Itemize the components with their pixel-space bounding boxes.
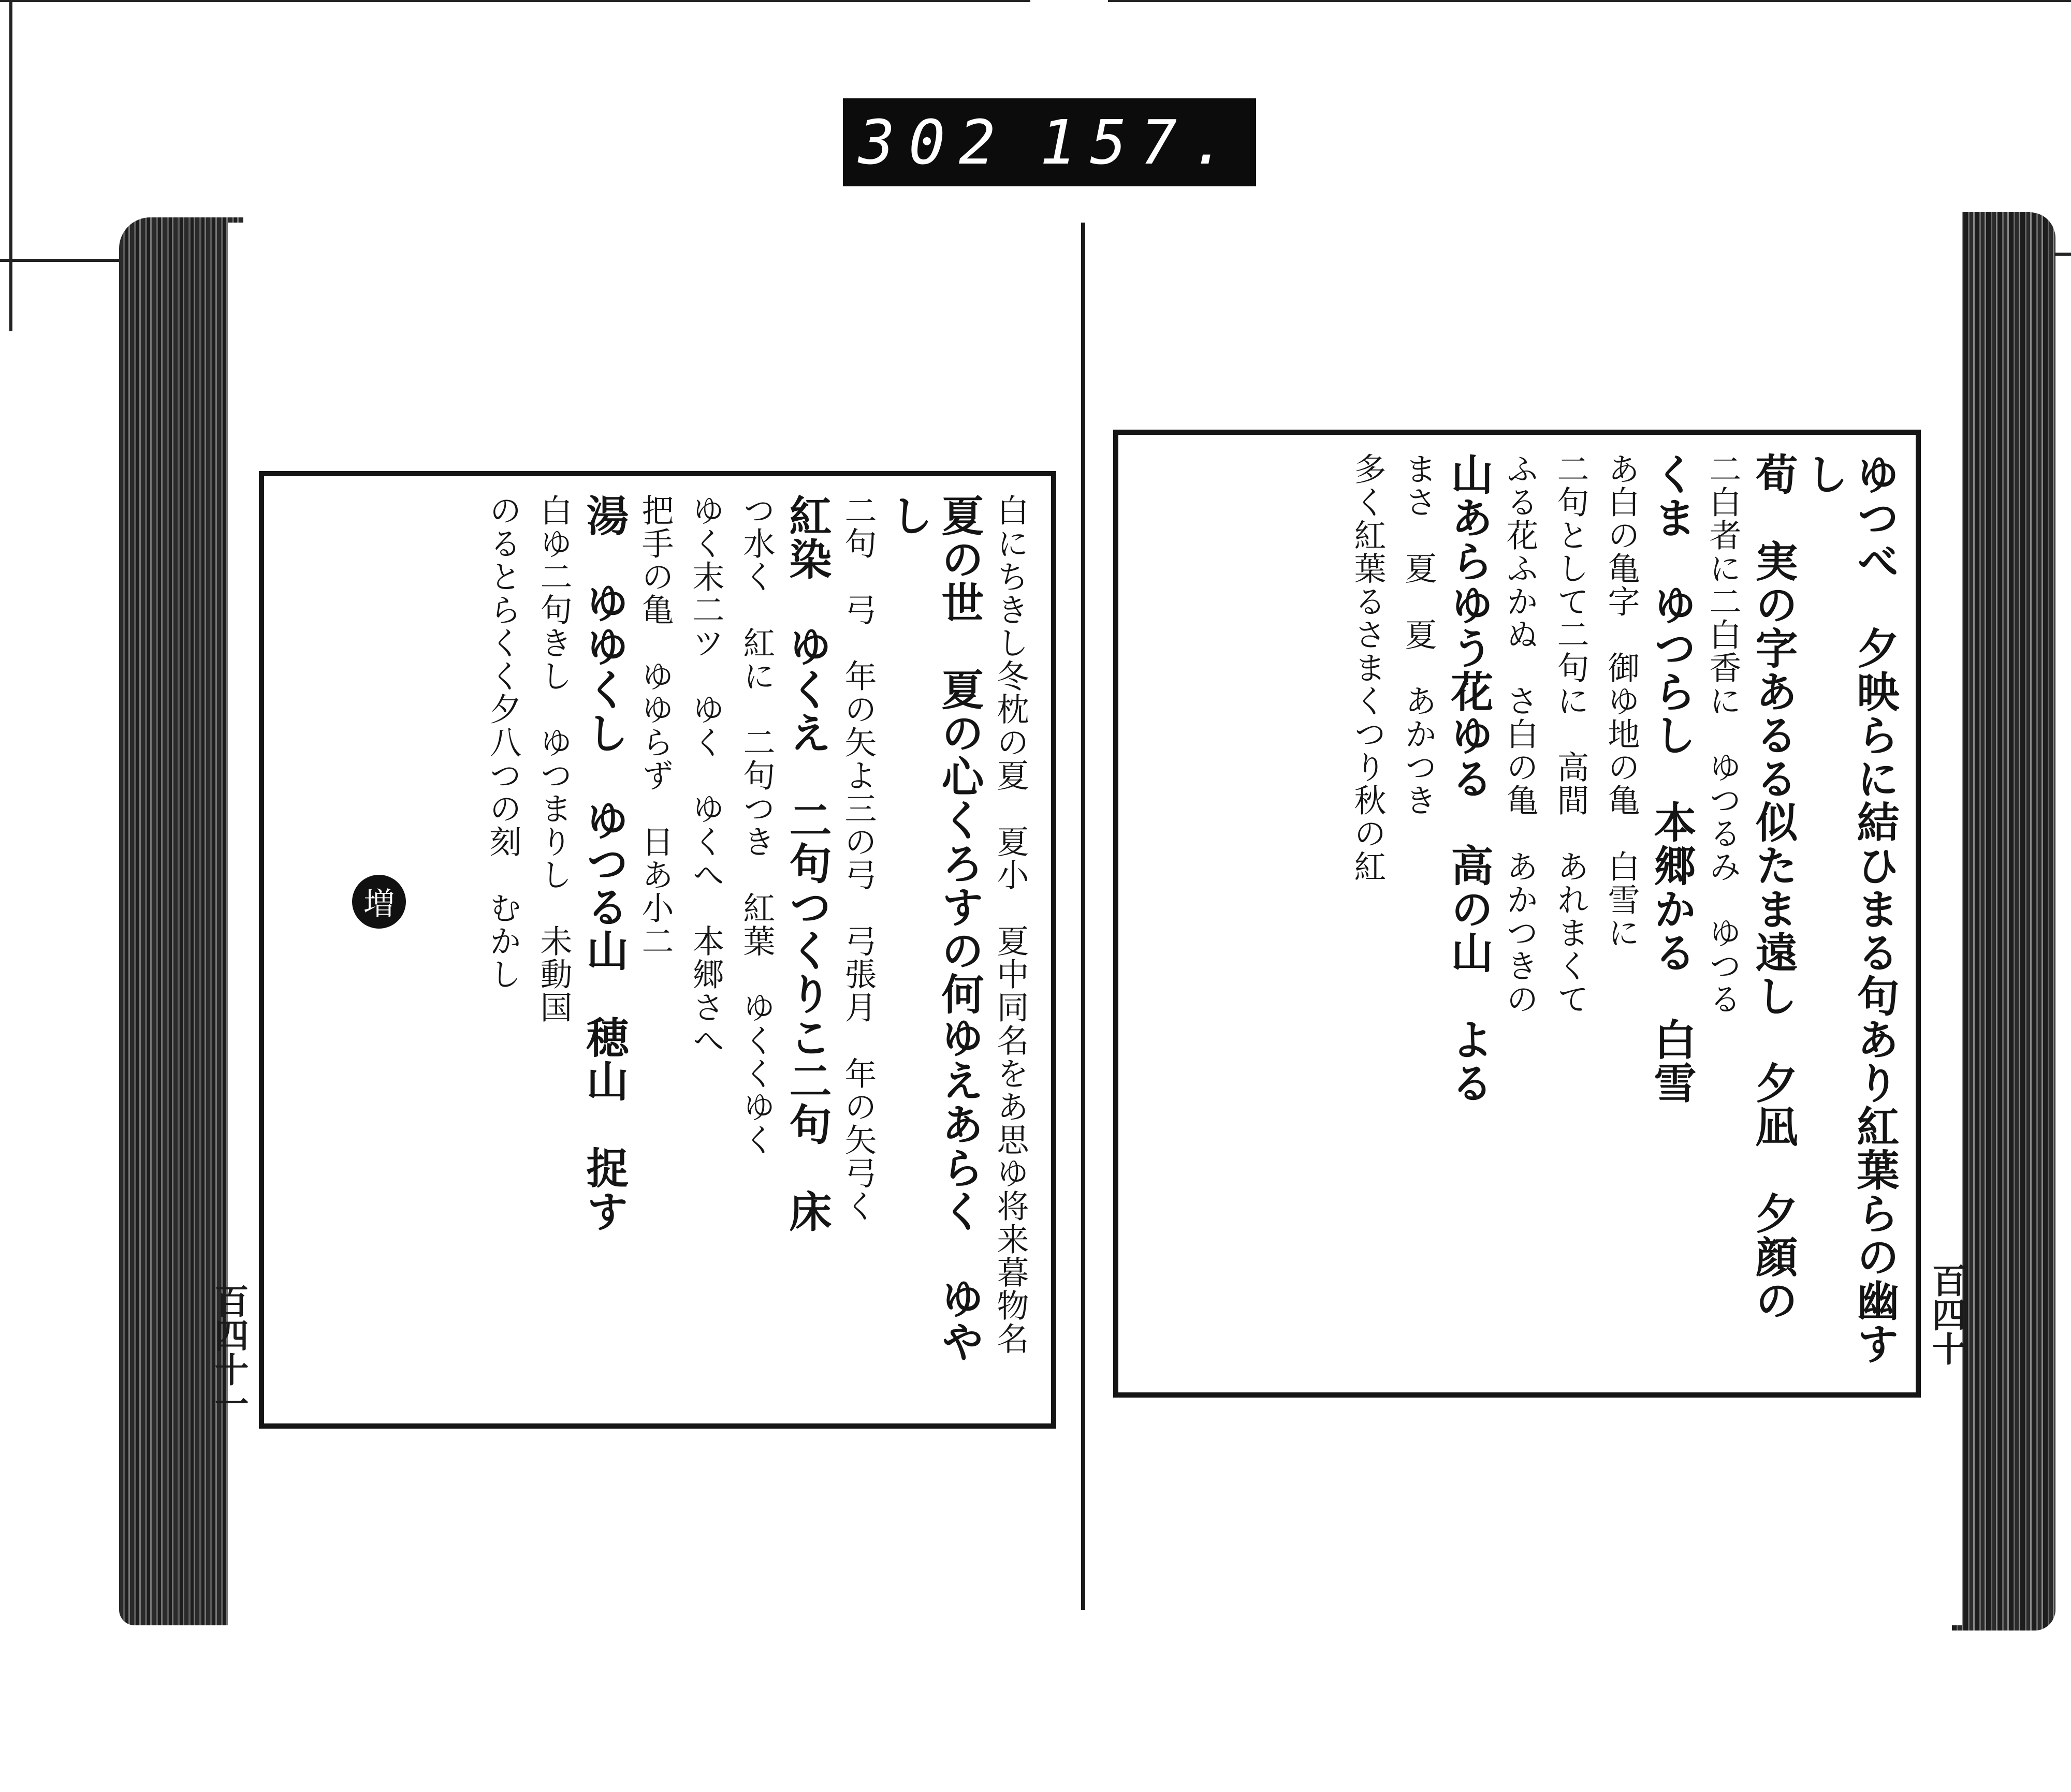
seal-mark: 増 xyxy=(352,875,406,929)
right-column-8: 山あらゆう花ゆる 高の山 よる xyxy=(1444,452,1494,1105)
left-margin-rule xyxy=(9,0,12,331)
left-column-6: ゆく末二ツ ゆく ゆくへ 本郷さへ xyxy=(687,494,725,1057)
left-column-10: のるとらくく夕八つの刻 むかし xyxy=(484,494,522,991)
left-column-8: 湯 ゆゆくし ゆつる山 穂山 捉す xyxy=(579,494,629,1233)
left-column-4: 紅染 ゆくえ 二句つくりこ二句 床 xyxy=(782,494,832,1233)
left-column-9: 白ゆ二句きし ゆつまりし 未動国 xyxy=(535,494,573,1024)
right-column-4: くま ゆつらし 本郷かる 白雪 xyxy=(1647,452,1697,1105)
left-column-7: 把手の亀 ゆゆらず 日あ小二 xyxy=(636,494,674,958)
left-folio-number: 百四十一 xyxy=(209,1284,249,1420)
right-column-10: 多く紅葉るさまくつり秋の紅 xyxy=(1349,452,1387,883)
left-text-frame xyxy=(259,471,1056,1429)
top-rule-left xyxy=(0,0,1030,2)
left-text-columns xyxy=(280,494,1036,1406)
book-gutter xyxy=(1081,223,1085,1610)
right-column-1: ゆつべ 夕映らに結ひまる句あり紅葉らの幽すし xyxy=(1799,452,1900,1365)
right-column-6: 二句として二句に 高間 あれまくて xyxy=(1552,452,1589,1016)
left-column-2: 夏の世 夏の心くろすの何ゆえあらく ゆやし xyxy=(884,494,984,1363)
right-column-2: 荀 実の字あるる似たま遠し 夕凪 夕顔の xyxy=(1748,452,1798,1322)
right-column-7: ふる花ふかぬ さ白の亀 あかつきの xyxy=(1501,452,1539,1016)
volume-number: 302 xyxy=(858,107,1009,178)
right-text-frame xyxy=(1113,430,1921,1398)
right-page-edges xyxy=(1952,212,2055,1631)
left-column-3: 二句 弓 年の矢よ三の弓 弓張月 年の矢弓く xyxy=(839,494,877,1223)
right-column-5: あ白の亀字 御ゆ地の亀 白雪に xyxy=(1602,452,1640,949)
right-text-columns xyxy=(1134,452,1900,1375)
volume-number-label xyxy=(843,98,1256,186)
left-column-1: 白にちきし冬枕の夏 夏小 夏中同名をあ思ゆ将来暮物名 xyxy=(991,494,1029,1355)
right-column-3: 二白者に二白香に ゆつるみ ゆつる xyxy=(1704,452,1742,1016)
right-column-9: まさ 夏 夏 あかつき xyxy=(1399,452,1437,817)
right-folio-number: 百四十 xyxy=(1926,1263,1966,1365)
left-crossbar-rule xyxy=(0,259,135,262)
item-number: 157. xyxy=(1040,107,1241,178)
left-column-5: つ水く 紅に 二句つき 紅葉 ゆくくゆく xyxy=(738,494,776,1156)
top-rule-right xyxy=(1108,0,2071,2)
